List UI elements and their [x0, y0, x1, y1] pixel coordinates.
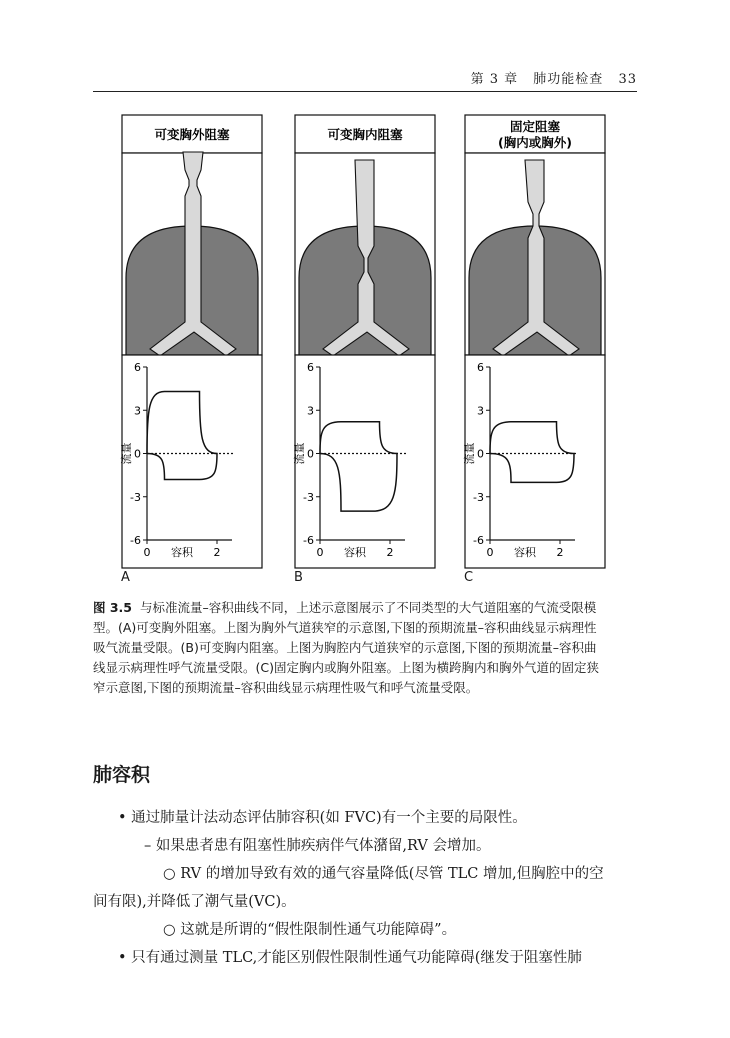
y-tick-label: 3: [307, 404, 314, 418]
caption-label: 图 3.5: [93, 600, 132, 615]
page-number: 33: [618, 72, 637, 87]
dash-line-1: – 如果患者患有阻塞性肺疾病伴气体潴留,RV 会增加。: [144, 838, 491, 854]
graph-frame: [465, 355, 605, 568]
panel-letter-c: C: [464, 570, 474, 585]
circle-line-1-cont: 间有限),并降低了潮气量(VC)。: [93, 894, 296, 910]
chapter-number: 第 3 章: [470, 72, 519, 87]
y-axis-label: 流量: [463, 442, 476, 465]
panel-title: 可变胸内阻塞: [327, 127, 403, 142]
y-tick-label: 0: [134, 447, 141, 461]
circle-line-2: ○ 这就是所谓的“假性限制性通气功能障碍”。: [163, 922, 457, 938]
panel-a: [119, 115, 262, 568]
bullet-line-1: • 通过肺量计法动态评估肺容积(如 FVC)有一个主要的局限性。: [118, 810, 527, 826]
caption-line-3: 吸气流量受限。(B)可变胸内阻塞。上图为胸腔内气道狭窄的示意图,下图的预期流量–容积曲: [93, 640, 597, 655]
y-tick-label: -6: [473, 534, 484, 547]
y-tick-label: 6: [134, 361, 141, 374]
y-tick-label: -3: [303, 490, 314, 504]
graph-frame: [295, 355, 435, 568]
x-axis-label: 容积: [344, 546, 366, 559]
section-title: 肺容积: [93, 764, 151, 786]
x-axis-label: 容积: [514, 546, 536, 559]
x-tick-label: 2: [386, 546, 394, 559]
bullet-line-2: • 只有通过测量 TLC,才能区别假性限制性通气功能障碍(继发于阻塞性肺: [118, 950, 582, 966]
y-tick-label: 0: [477, 447, 484, 461]
caption-line-1: [93, 598, 641, 618]
figure-caption: [93, 598, 641, 698]
graph-frame: [122, 355, 262, 568]
panel-subtitle: (胸内或胸外): [498, 135, 572, 150]
y-tick-label: 3: [134, 404, 141, 418]
x-axis-label: 容积: [171, 546, 193, 559]
x-tick-label: 2: [556, 546, 564, 559]
x-tick-label: 0: [316, 546, 324, 559]
panel-c: [462, 115, 605, 568]
y-axis-label: 流量: [293, 442, 306, 465]
chapter-title: 肺功能检查: [533, 72, 604, 87]
y-tick-label: -3: [130, 490, 141, 504]
panel-title: 固定阻塞: [509, 119, 561, 134]
y-tick-label: -6: [303, 534, 314, 547]
panel-letter-b: B: [294, 570, 303, 585]
circle-line-1: ○ RV 的增加导致有效的通气容量降低(尽管 TLC 增加,但胸腔中的空: [163, 866, 604, 882]
panel-letter-a: A: [121, 570, 130, 585]
x-tick-label: 2: [213, 546, 221, 559]
y-axis-label: 流量: [120, 442, 133, 465]
y-tick-label: 6: [307, 361, 314, 374]
caption-line-4: 线显示病理性呼气流量受限。(C)固定胸内或胸外阻塞。上图为横跨胸内和胸外气道的固定狭: [93, 660, 599, 675]
panel-title: 可变胸外阻塞: [154, 127, 230, 142]
x-tick-label: 0: [486, 546, 494, 559]
y-tick-label: 3: [477, 404, 484, 418]
x-tick-label: 0: [143, 546, 151, 559]
y-tick-label: 0: [307, 447, 314, 461]
y-tick-label: 6: [477, 361, 484, 374]
y-tick-label: -6: [130, 534, 141, 547]
panel-b: [292, 115, 435, 568]
y-tick-label: -3: [473, 490, 484, 504]
caption-line-2: 型。(A)可变胸外阻塞。上图为胸外气道狭窄的示意图,下图的预期流量–容积曲线显示病理性: [93, 620, 597, 635]
caption-line-5: 窄示意图,下图的预期流量–容积曲线显示病理性吸气和呼气流量受限。: [93, 680, 479, 695]
caption-text-1: 与标准流量–容积曲线不同，上述示意图展示了不同类型的大气道阻塞的气流受限模: [139, 600, 597, 615]
